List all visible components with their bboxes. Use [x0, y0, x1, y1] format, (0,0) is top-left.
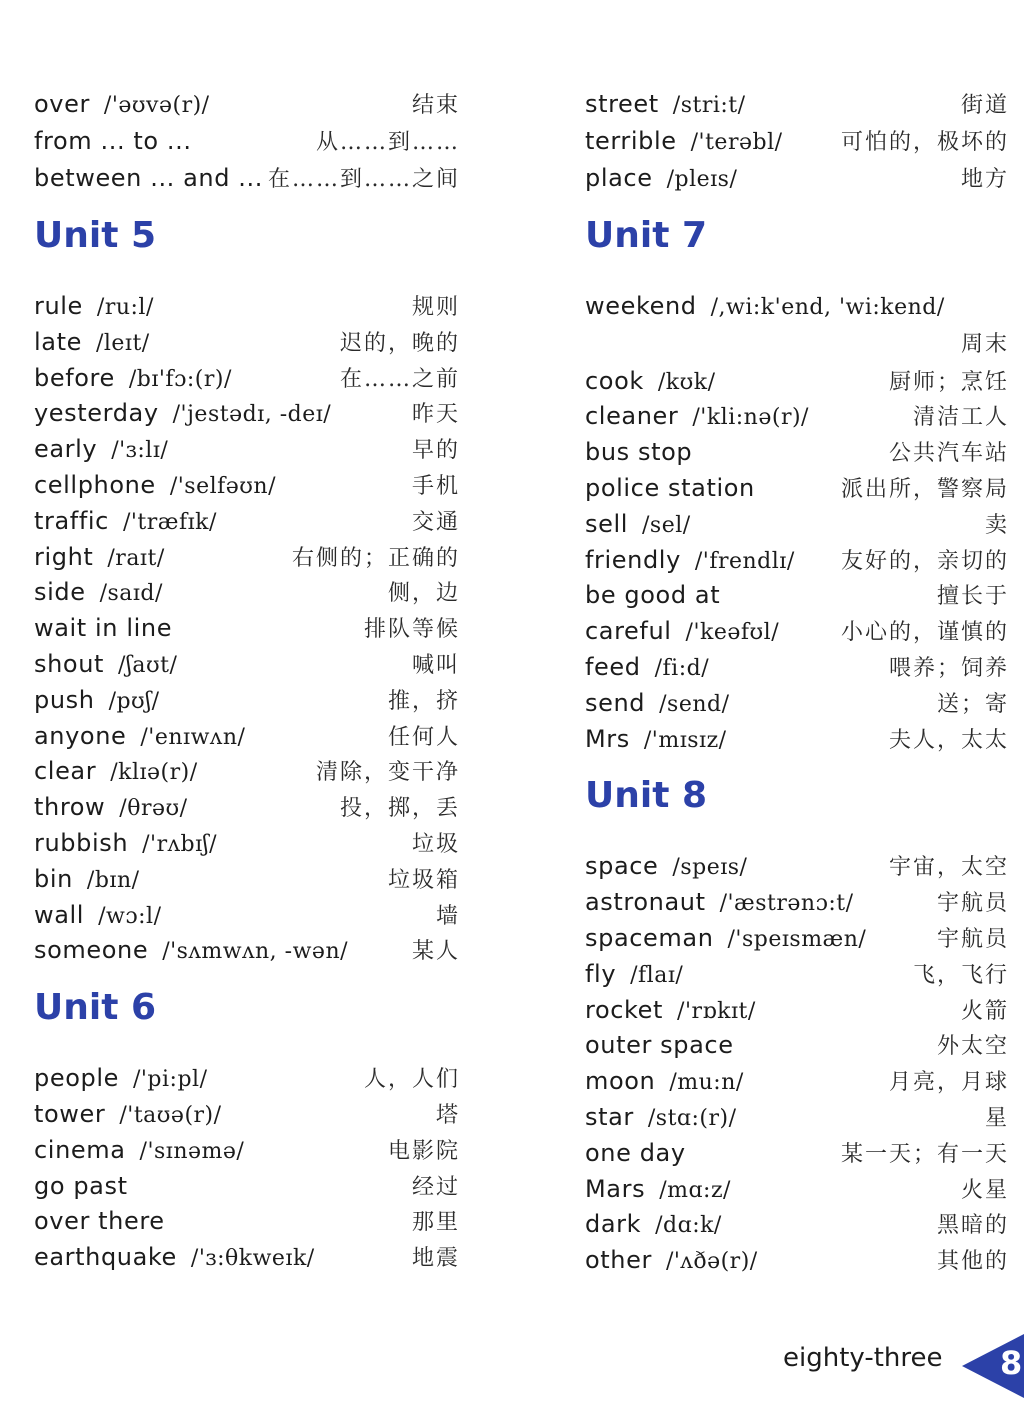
entry-meaning: 星 — [984, 1105, 1009, 1131]
entry-word: moon — [585, 1067, 656, 1096]
entry-meaning: 派出所，警察局 — [840, 476, 1009, 502]
entry-word: before — [34, 363, 115, 392]
vocab-entry — [34, 160, 460, 197]
entry-word: other — [585, 1246, 652, 1275]
entry-phonetic: /ʃaʊt/ — [118, 652, 178, 678]
entry-term — [585, 1100, 737, 1138]
entry-term — [585, 471, 755, 509]
entry-meaning: 手机 — [411, 473, 460, 499]
vocab-entry — [585, 885, 1009, 921]
entry-term — [585, 1064, 744, 1102]
entry-term — [34, 1169, 128, 1207]
entry-word: send — [585, 688, 646, 717]
vocab-entry — [34, 123, 460, 160]
entry-term — [34, 86, 210, 125]
entry-meaning: 地震 — [411, 1246, 460, 1272]
entry-term — [34, 754, 198, 792]
vocab-entry — [34, 898, 460, 934]
vocab-entry — [34, 1240, 460, 1276]
entry-term — [34, 683, 160, 721]
entry-word: place — [585, 164, 653, 192]
entry-meaning: 宇宙，太空 — [888, 855, 1009, 881]
entry-word: someone — [34, 936, 149, 965]
entry-meaning: 喂养；饲养 — [888, 655, 1009, 681]
entry-word: people — [34, 1064, 119, 1093]
entry-word: bus stop — [585, 438, 693, 467]
entry-term — [34, 611, 172, 649]
left-column — [34, 86, 460, 1276]
entry-meaning: 电影院 — [387, 1138, 460, 1164]
vocab-entry — [34, 1204, 460, 1240]
entry-phonetic: /klɪə(r)/ — [110, 760, 198, 786]
entry-meaning: 月亮，月球 — [888, 1070, 1009, 1096]
right-top-entries — [585, 86, 1009, 197]
entry-word: bin — [34, 864, 73, 893]
entry-word: fly — [585, 959, 617, 988]
entry-phonetic: /'kli:nə(r)/ — [692, 405, 809, 431]
entry-meaning: 清除，变干净 — [315, 760, 460, 786]
entry-term — [34, 361, 232, 399]
entry-meaning: 排队等候 — [363, 617, 460, 643]
vocab-entry — [585, 686, 1009, 722]
vocab-entry — [585, 399, 1009, 435]
entry-term — [585, 686, 730, 724]
entry-phonetic: /'rɒkɪt/ — [677, 998, 756, 1024]
entry-term — [585, 1172, 731, 1210]
left-top-entries — [34, 86, 460, 197]
vocab-entry — [585, 614, 1009, 650]
entry-phonetic: /sel/ — [642, 512, 691, 538]
entry-phonetic: /ru:l/ — [96, 295, 154, 320]
vocab-entry — [34, 647, 460, 683]
entry-phonetic: /'ɜ:lɪ/ — [111, 438, 169, 464]
entry-term — [34, 898, 162, 936]
entry-word: side — [34, 578, 86, 607]
entry-meaning: 投，掷，丢 — [339, 796, 460, 822]
vocab-entry — [34, 1133, 460, 1169]
entry-meaning: 送；寄 — [936, 691, 1009, 717]
vocab-entry — [585, 957, 1009, 993]
entry-word: cleaner — [585, 402, 679, 431]
vocab-entry — [34, 719, 460, 755]
entry-term — [585, 435, 692, 473]
entry-term — [34, 396, 331, 434]
entry-phonetic: /bɪ'fɔ:(r)/ — [128, 366, 232, 392]
vocab-entry — [34, 325, 460, 361]
entry-meaning: 宇航员 — [936, 926, 1009, 952]
entry-word: cinema — [34, 1135, 126, 1164]
entry-term — [34, 719, 245, 757]
entry-word: late — [34, 327, 82, 356]
unit-7-entries — [585, 289, 1009, 757]
entry-term — [585, 399, 809, 437]
vocab-entry — [585, 1100, 1009, 1136]
entry-word: between ... and ... — [34, 164, 263, 192]
entry-term — [34, 862, 140, 900]
entry-term — [585, 650, 709, 688]
vocab-entry — [585, 993, 1009, 1029]
vocab-entry — [585, 364, 1009, 400]
entry-meaning: 可怕的，极坏的 — [840, 130, 1009, 155]
vocab-entry — [34, 468, 460, 504]
entry-phonetic: /'keəfʊl/ — [685, 620, 780, 646]
entry-meaning: 昨天 — [411, 402, 460, 428]
vocab-entry — [585, 86, 1009, 123]
vocab-entry — [34, 1169, 460, 1205]
entry-term — [585, 578, 720, 616]
entry-term — [34, 468, 276, 506]
entry-phonetic: /'sʌmwʌn, -wən/ — [162, 939, 349, 965]
entry-meaning: 推，挤 — [387, 688, 460, 714]
entry-phonetic: /'frendlɪ/ — [694, 548, 795, 574]
entry-term — [34, 540, 165, 578]
entry-word: right — [34, 542, 94, 571]
entry-phonetic: /'træfɪk/ — [122, 509, 217, 535]
entry-phonetic: /'terəbl/ — [690, 130, 783, 155]
entry-term — [34, 1133, 244, 1171]
unit-5-entries — [34, 289, 460, 969]
entry-term — [585, 1243, 758, 1281]
entry-phonetic: /speɪs/ — [672, 855, 748, 881]
vocab-entry — [34, 611, 460, 647]
entry-term — [34, 933, 348, 971]
entry-meaning: 某人 — [411, 939, 460, 965]
entry-meaning: 在……到……之间 — [267, 167, 460, 192]
vocab-entry — [34, 1061, 460, 1097]
entry-phonetic: /'sɪnəmə/ — [139, 1138, 245, 1164]
vocab-entry — [585, 650, 1009, 686]
entry-word: dark — [585, 1210, 642, 1239]
entry-word: friendly — [585, 545, 681, 574]
vocab-entry — [34, 289, 460, 325]
entry-word: yesterday — [34, 399, 159, 428]
entry-meaning: 喊叫 — [411, 652, 460, 678]
vocab-entry — [585, 578, 1009, 614]
entry-term — [585, 957, 683, 995]
entry-word: rubbish — [34, 828, 129, 857]
unit-5-title: Unit 5 — [34, 215, 156, 256]
entry-word: cook — [585, 366, 644, 395]
entry-meaning: 结束 — [411, 93, 460, 118]
entry-term — [34, 325, 150, 363]
entry-phonetic: /stri:t/ — [672, 93, 746, 118]
entry-meaning: 垃圾 — [411, 831, 460, 857]
vocab-entry — [34, 1097, 460, 1133]
vocab-entry — [585, 722, 1009, 758]
entry-meaning: 宇航员 — [936, 891, 1009, 917]
entry-word: be good at — [585, 581, 721, 610]
entry-phonetic: /pʊʃ/ — [108, 688, 160, 714]
entry-phonetic: /'æstrənɔ:t/ — [719, 891, 854, 917]
entry-meaning: 从……到…… — [315, 130, 460, 155]
vocab-entry — [585, 1207, 1009, 1243]
entry-word: sell — [585, 509, 629, 538]
entry-term — [585, 1207, 722, 1245]
vocab-entry — [585, 289, 1009, 364]
entry-word: throw — [34, 793, 106, 822]
entry-word: traffic — [34, 506, 109, 535]
entry-phonetic: /'selfəʊn/ — [169, 473, 277, 499]
entry-term — [585, 614, 779, 652]
entry-term — [585, 123, 783, 162]
entry-term — [585, 885, 854, 923]
vocab-entry — [585, 435, 1009, 471]
entry-phonetic: /'rʌbɪʃ/ — [142, 831, 218, 857]
entry-phonetic: /'mɪsɪz/ — [643, 727, 727, 753]
entry-meaning: 外太空 — [936, 1034, 1009, 1060]
entry-meaning: 那里 — [411, 1210, 460, 1236]
entry-term — [585, 86, 746, 125]
entry-phonetic: /θrəʊ/ — [119, 796, 188, 822]
entry-meaning: 擅长于 — [936, 584, 1009, 610]
unit-8-entries — [585, 849, 1009, 1279]
vocab-entry — [34, 575, 460, 611]
vocab-entry — [585, 921, 1009, 957]
entry-phonetic: /'jestədɪ, -deɪ/ — [172, 402, 332, 428]
vocab-entry — [585, 160, 1009, 197]
unit-8-title: Unit 8 — [585, 775, 707, 817]
entry-meaning: 右侧的；正确的 — [291, 545, 460, 571]
entry-phonetic: /flaɪ/ — [630, 962, 684, 988]
entry-meaning: 飞，飞行 — [912, 962, 1009, 988]
entry-meaning: 街道 — [960, 93, 1009, 118]
entry-phonetic: /raɪt/ — [107, 545, 165, 571]
unit-6-entries — [34, 1061, 460, 1276]
vocab-entry — [585, 471, 1009, 507]
entry-meaning: 周末 — [960, 331, 1009, 357]
right-column — [585, 86, 1009, 1279]
entry-term — [585, 849, 747, 887]
entry-term — [34, 1240, 315, 1278]
entry-meaning: 其他的 — [936, 1249, 1009, 1275]
vocab-entry — [34, 86, 460, 123]
entry-meaning: 规则 — [411, 295, 460, 320]
entry-meaning: 清洁工人 — [912, 405, 1009, 431]
vocab-entry — [34, 790, 460, 826]
entry-word: push — [34, 685, 95, 714]
entry-meaning: 人，人们 — [363, 1067, 460, 1093]
entry-phonetic: /,wi:k'end, 'wi:kend/ — [710, 295, 945, 320]
vocab-entry — [585, 507, 1009, 543]
entry-word: rule — [34, 292, 83, 320]
vocab-entry — [585, 1243, 1009, 1279]
entry-meaning: 在……之前 — [339, 366, 460, 392]
entry-meaning: 小心的，谨慎的 — [840, 620, 1009, 646]
entry-term — [34, 504, 217, 542]
entry-word: terrible — [585, 127, 677, 155]
entry-phonetic: /'ɜ:θkweɪk/ — [190, 1246, 315, 1272]
entry-meaning: 迟的，晚的 — [339, 330, 460, 356]
entry-term — [34, 289, 154, 327]
entry-word: Mrs — [585, 724, 630, 753]
entry-meaning: 垃圾箱 — [387, 867, 460, 893]
entry-word: one day — [585, 1138, 686, 1167]
entry-word: street — [585, 90, 659, 118]
entry-word: Mars — [585, 1174, 646, 1203]
page-label: eighty-three — [783, 1343, 943, 1373]
entry-meaning: 经过 — [411, 1174, 460, 1200]
page-number: 8 — [1000, 1344, 1023, 1382]
entry-word: weekend — [585, 292, 697, 320]
vocab-entry — [585, 1028, 1009, 1064]
entry-word: wait in line — [34, 614, 173, 643]
entry-word: rocket — [585, 995, 664, 1024]
entry-meaning: 夫人，太太 — [888, 727, 1009, 753]
entry-word: tower — [34, 1099, 106, 1128]
entry-term — [34, 160, 263, 199]
entry-meaning: 某一天；有一天 — [840, 1141, 1009, 1167]
entry-term — [585, 292, 945, 320]
entry-meaning: 墙 — [435, 903, 460, 929]
vocab-entry — [34, 683, 460, 719]
entry-word: spaceman — [585, 923, 714, 952]
entry-meaning: 塔 — [435, 1102, 460, 1128]
vocab-entry — [34, 754, 460, 790]
entry-word: over — [34, 90, 90, 118]
entry-phonetic: /saɪd/ — [99, 581, 163, 607]
vocab-entry — [585, 1136, 1009, 1172]
entry-word: anyone — [34, 721, 127, 750]
vocab-entry — [34, 504, 460, 540]
vocab-entry — [34, 862, 460, 898]
entry-phonetic: /stɑ:(r)/ — [647, 1105, 737, 1131]
entry-meaning: 任何人 — [387, 724, 460, 750]
entry-phonetic: /bɪn/ — [86, 867, 140, 893]
vocab-entry — [34, 933, 460, 969]
entry-term — [585, 921, 866, 959]
entry-term — [34, 647, 177, 685]
entry-word: cellphone — [34, 470, 156, 499]
entry-meaning: 厨师；烹饪 — [888, 369, 1009, 395]
unit-6-title: Unit 6 — [34, 987, 156, 1029]
entry-meaning: 火箭 — [960, 998, 1009, 1024]
entry-term — [34, 123, 192, 162]
entry-phonetic: /mu:n/ — [669, 1070, 744, 1096]
entry-word: feed — [585, 652, 641, 681]
vocab-entry — [34, 826, 460, 862]
entry-term — [34, 1061, 207, 1099]
entry-term — [585, 993, 756, 1031]
entry-word: wall — [34, 900, 85, 929]
vocab-entry — [585, 1172, 1009, 1208]
vocab-entry — [34, 361, 460, 397]
vocab-entry — [585, 123, 1009, 160]
entry-term — [585, 160, 737, 199]
entry-phonetic: /'enɪwʌn/ — [140, 724, 246, 750]
entry-term — [585, 722, 727, 760]
entry-meaning: 友好的，亲切的 — [840, 548, 1009, 574]
entry-phonetic: /kʊk/ — [657, 369, 716, 395]
entry-word: shout — [34, 649, 105, 678]
entry-term — [34, 1204, 165, 1242]
vocab-entry — [585, 1064, 1009, 1100]
entry-word: careful — [585, 617, 672, 646]
entry-meaning: 黑暗的 — [936, 1213, 1009, 1239]
entry-word: clear — [34, 757, 97, 786]
entry-phonetic: /'əʊvə(r)/ — [103, 93, 210, 118]
entry-phonetic: /pleɪs/ — [666, 167, 738, 192]
vocab-entry — [34, 540, 460, 576]
entry-term — [585, 1028, 734, 1066]
vocab-entry — [585, 849, 1009, 885]
entry-word: astronaut — [585, 888, 706, 917]
vocab-entry — [34, 432, 460, 468]
entry-meaning: 早的 — [411, 438, 460, 464]
entry-meaning: 侧，边 — [387, 581, 460, 607]
entry-term — [34, 1097, 222, 1135]
entry-meaning: 地方 — [960, 167, 1009, 192]
entry-word: outer space — [585, 1031, 734, 1060]
entry-phonetic: /leɪt/ — [95, 330, 150, 356]
entry-phonetic: /dɑ:k/ — [655, 1213, 722, 1239]
entry-word: over there — [34, 1207, 165, 1236]
entry-phonetic: /wɔ:l/ — [98, 903, 162, 929]
entry-term — [34, 826, 217, 864]
entry-word: star — [585, 1102, 634, 1131]
entry-term — [34, 790, 188, 828]
entry-phonetic: /mɑ:z/ — [659, 1177, 731, 1203]
vocab-entry — [585, 543, 1009, 579]
entry-phonetic: /'speɪsmæn/ — [727, 926, 867, 952]
entry-meaning: 火星 — [960, 1177, 1009, 1203]
entry-phonetic: /'taʊə(r)/ — [119, 1102, 222, 1128]
entry-meaning: 公共汽车站 — [888, 441, 1009, 467]
entry-phonetic: /send/ — [659, 691, 730, 717]
unit-7-title: Unit 7 — [585, 215, 707, 256]
entry-word: earthquake — [34, 1243, 177, 1272]
entry-term — [585, 543, 795, 581]
entry-word: police station — [585, 473, 755, 502]
entry-phonetic: /fi:d/ — [654, 655, 710, 681]
entry-term — [34, 432, 168, 470]
entry-term — [34, 575, 163, 613]
entry-term — [585, 1136, 686, 1174]
entry-term — [585, 507, 691, 545]
entry-word: go past — [34, 1171, 128, 1200]
entry-word: space — [585, 852, 659, 881]
entry-word: from ... to ... — [34, 127, 192, 155]
entry-term — [585, 364, 716, 402]
entry-phonetic: /'pi:pl/ — [132, 1067, 208, 1093]
vocab-entry — [34, 396, 460, 432]
entry-meaning: 卖 — [984, 512, 1009, 538]
entry-phonetic: /'ʌðə(r)/ — [665, 1249, 758, 1275]
entry-meaning: 交通 — [411, 509, 460, 535]
entry-word: early — [34, 435, 98, 464]
